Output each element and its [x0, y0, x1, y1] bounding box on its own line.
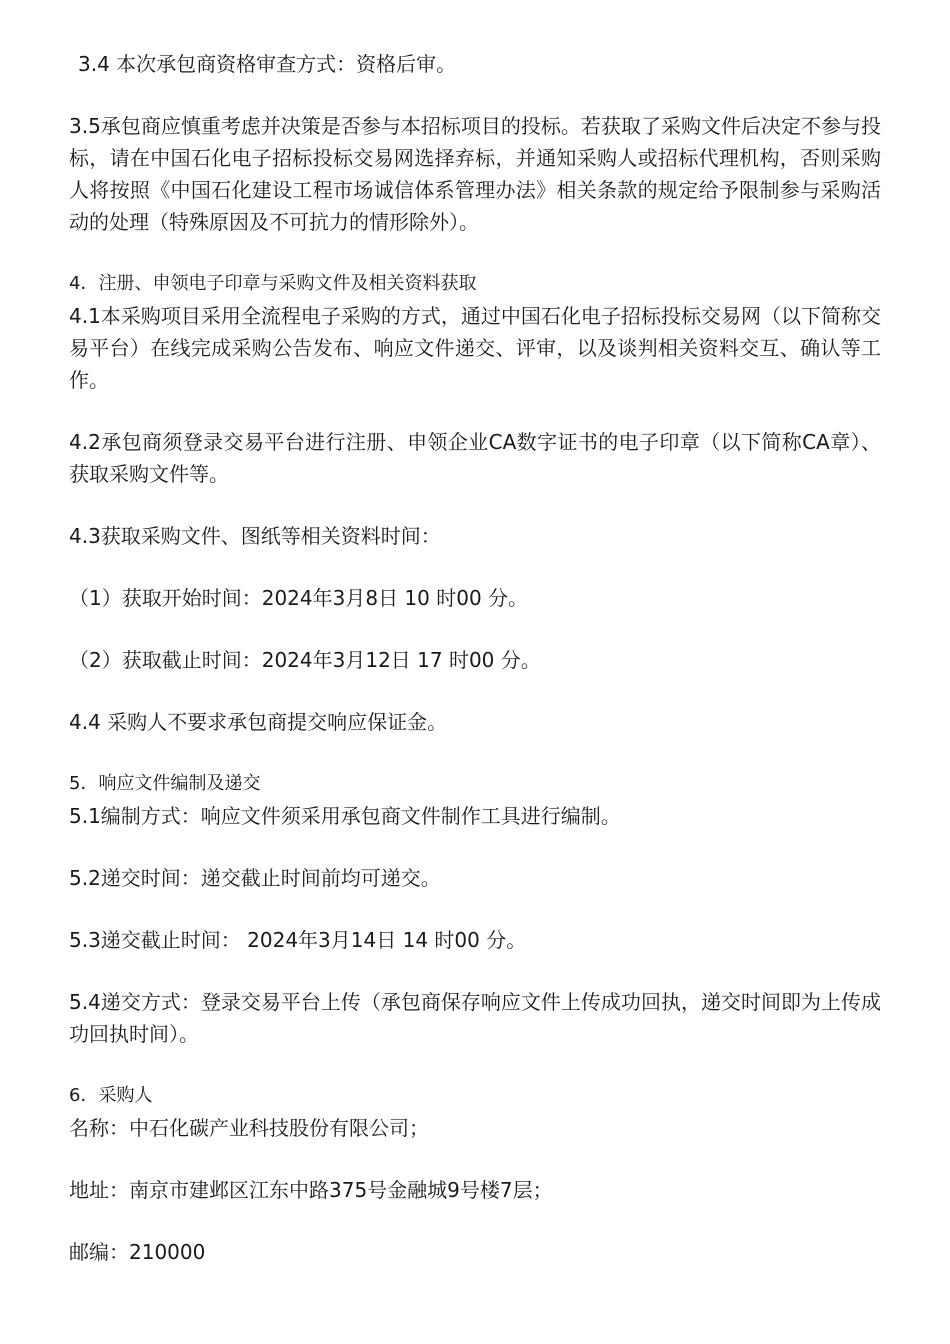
- paragraph-5-2: [69, 862, 881, 894]
- paragraph-text: 3.4 本次承包商资格审查方式：资格后审。: [78, 52, 457, 76]
- paragraph-4-3: [69, 520, 881, 552]
- document-body: [69, 48, 881, 1268]
- paragraph-text: 邮编：210000: [69, 1240, 206, 1264]
- section-5: [69, 768, 881, 832]
- section-4: [69, 268, 881, 396]
- paragraph-5-1: 5.1编制方式：响应文件须采用承包商文件制作工具进行编制。: [69, 804, 621, 828]
- paragraph-4-1: 4.1本采购项目采用全流程电子采购的方式，通过中国石化电子招标投标交易网（以下简称交易平台）在线完成采购公告发布、响应文件递交、评审，以及谈判相关资料交互、确认等工作。: [69, 304, 881, 392]
- section-5-heading: 5．响应文件编制及递交: [69, 773, 261, 794]
- purchaser-zipcode: [69, 1236, 881, 1268]
- purchaser-address: [69, 1174, 881, 1206]
- paragraph-text: 4.3获取采购文件、图纸等相关资料时间：: [69, 524, 441, 548]
- paragraph-5-3: [69, 924, 881, 956]
- paragraph-text: 5.4递交方式：登录交易平台上传（承包商保存响应文件上传成功回执，递交时间即为上传成功回执时间）。: [69, 990, 881, 1046]
- paragraph-text: 地址：南京市建邺区江东中路375号金融城9号楼7层；: [69, 1178, 553, 1202]
- paragraph-3-5: [69, 110, 881, 238]
- paragraph-text: （2）获取截止时间：2024年3月12日 17 时00 分。: [69, 648, 541, 672]
- paragraph-3-4: [69, 48, 881, 80]
- paragraph-4-4: [69, 706, 881, 738]
- paragraph-4-2: [69, 426, 881, 490]
- paragraph-text: 4.4 采购人不要求承包商提交响应保证金。: [69, 710, 448, 734]
- paragraph-text: 4.2承包商须登录交易平台进行注册、申领企业CA数字证书的电子印章（以下简称CA章）、获取采购文件等。: [69, 430, 881, 486]
- paragraph-text: 5.3递交截止时间： 2024年3月14日 14 时00 分。: [69, 928, 527, 952]
- paragraph-text: （1）获取开始时间：2024年3月8日 10 时00 分。: [69, 586, 529, 610]
- paragraph-text: 5.2递交时间：递交截止时间前均可递交。: [69, 866, 441, 890]
- paragraph-4-3-1: [69, 582, 881, 614]
- section-6: [69, 1080, 881, 1144]
- purchaser-name: 名称：中石化碳产业科技股份有限公司；: [69, 1116, 429, 1140]
- paragraph-text: 3.5承包商应慎重考虑并决策是否参与本招标项目的投标。若获取了采购文件后决定不参与投标，请在中国石化电子招标投标交易网选择弃标，并通知采购人或招标代理机构，否则采购人将按照《中国石化建设工程市场诚信体系管理办法》相关条款的规定给予限制参与采购活动的处理（特殊原因及不可抗力的情形除外）。: [69, 114, 881, 234]
- section-6-heading: 6．采购人: [69, 1085, 153, 1106]
- section-4-heading: 4．注册、申领电子印章与采购文件及相关资料获取: [69, 273, 477, 294]
- paragraph-5-4: [69, 986, 881, 1050]
- paragraph-4-3-2: [69, 644, 881, 676]
